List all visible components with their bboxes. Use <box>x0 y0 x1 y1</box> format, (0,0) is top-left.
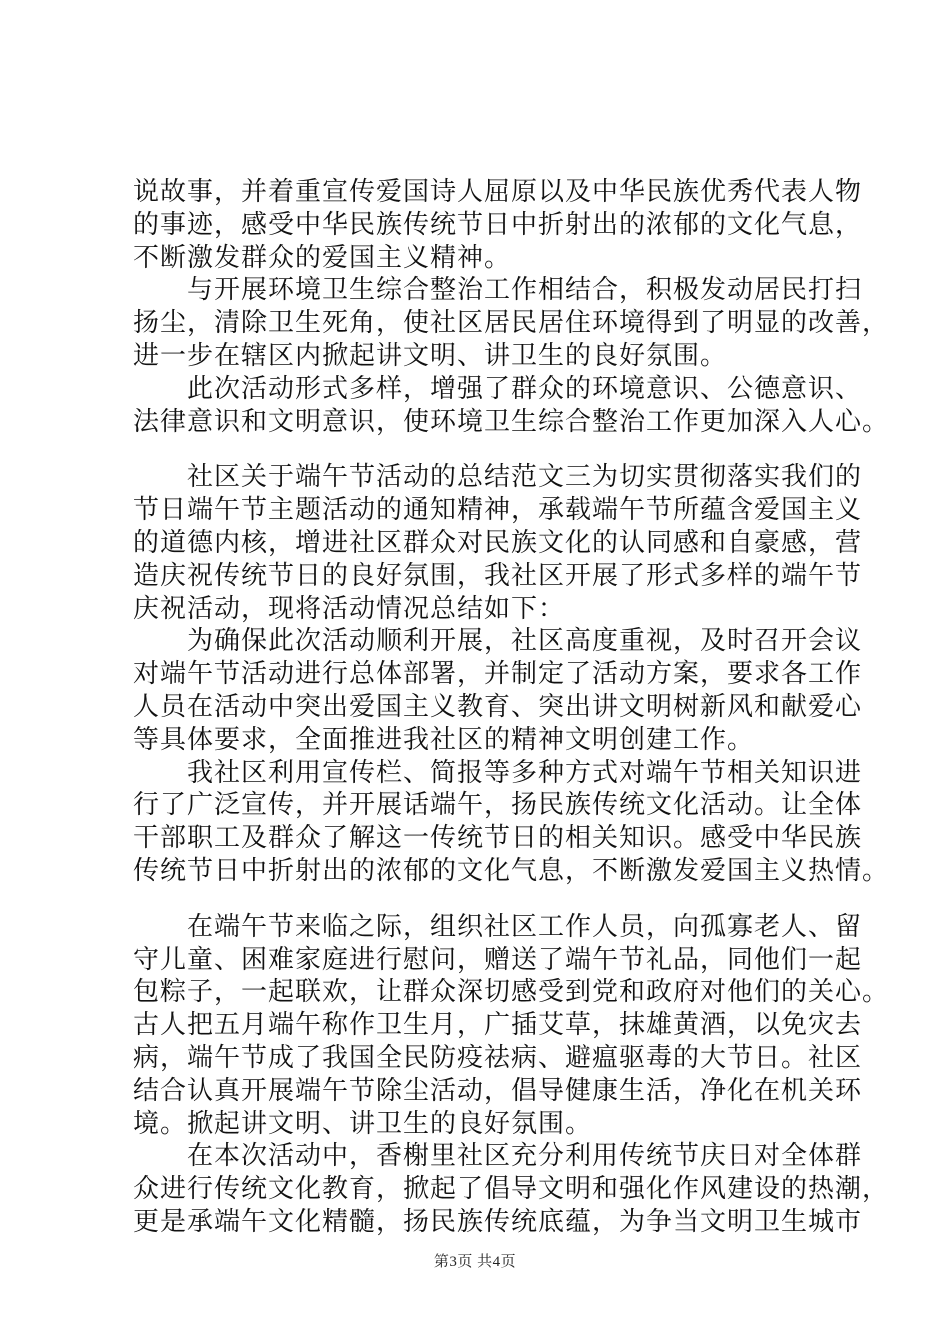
text-line: 古人把五月端午称作卫生月，广插艾草，抹雄黄酒，以免灾去 <box>133 1010 863 1040</box>
text-line: 此次活动形式多样，增强了群众的环境意识、公德意识、 <box>133 374 863 404</box>
text-line: 传统节日中折射出的浓郁的文化气息，不断激发爱国主义热情。 <box>133 856 890 886</box>
text-line: 进一步在辖区内掀起讲文明、讲卫生的良好氛围。 <box>133 341 728 371</box>
text-line: 扬尘，清除卫生死角，使社区居民居住环境得到了明显的改善， <box>133 308 890 338</box>
text-line: 干部职工及群众了解这一传统节日的相关知识。感受中华民族 <box>133 823 863 853</box>
text-line: 包粽子，一起联欢，让群众深切感受到党和政府对他们的关心。 <box>133 977 890 1007</box>
text-line: 庆祝活动，现将活动情况总结如下： <box>133 594 566 624</box>
page-footer: 第3页 共4页 <box>433 1254 517 1270</box>
text-line: 守儿童、困难家庭进行慰问，赠送了端午节礼品，同他们一起 <box>133 945 863 975</box>
text-line: 与开展环境卫生综合整治工作相结合，积极发动居民打扫 <box>133 275 863 305</box>
text-line: 人员在活动中突出爱国主义教育、突出讲文明树新风和献爱心 <box>133 692 863 722</box>
text-line: 说故事，并着重宣传爱国诗人屈原以及中华民族优秀代表人物 <box>133 177 863 207</box>
text-line: 不断激发群众的爱国主义精神。 <box>133 243 512 273</box>
text-line: 病，端午节成了我国全民防疫祛病、避瘟驱毒的大节日。社区 <box>133 1043 863 1073</box>
text-line: 社区关于端午节活动的总结范文三为切实贯彻落实我们的 <box>133 462 863 492</box>
text-line: 的道德内核，增进社区群众对民族文化的认同感和自豪感，营 <box>133 528 863 558</box>
text-line: 结合认真开展端午节除尘活动，倡导健康生活，净化在机关环 <box>133 1076 863 1106</box>
text-line: 为确保此次活动顺利开展，社区高度重视，及时召开会议 <box>133 626 863 656</box>
text-line: 境。掀起讲文明、讲卫生的良好氛围。 <box>133 1109 593 1139</box>
text-line: 对端午节活动进行总体部署，并制定了活动方案，要求各工作 <box>133 659 863 689</box>
text-line: 法律意识和文明意识，使环境卫生综合整治工作更加深入人心。 <box>133 407 890 437</box>
text-line: 节日端午节主题活动的通知精神，承载端午节所蕴含爱国主义 <box>133 495 863 525</box>
text-line: 的事迹，感受中华民族传统节日中折射出的浓郁的文化气息， <box>133 210 863 240</box>
text-line: 行了广泛宣传，并开展话端午，扬民族传统文化活动。让全体 <box>133 790 863 820</box>
text-line: 造庆祝传统节日的良好氛围，我社区开展了形式多样的端午节 <box>133 561 863 591</box>
text-line: 更是承端午文化精髓，扬民族传统底蕴，为争当文明卫生城市 <box>133 1207 863 1237</box>
text-line: 等具体要求，全面推进我社区的精神文明创建工作。 <box>133 725 755 755</box>
text-line: 众进行传统文化教育，掀起了倡导文明和强化作风建设的热潮， <box>133 1174 890 1204</box>
text-line: 在本次活动中，香榭里社区充分利用传统节庆日对全体群 <box>133 1141 863 1171</box>
text-line: 在端午节来临之际，组织社区工作人员，向孤寡老人、留 <box>133 912 863 942</box>
text-line: 我社区利用宣传栏、简报等多种方式对端午节相关知识进 <box>133 758 863 788</box>
